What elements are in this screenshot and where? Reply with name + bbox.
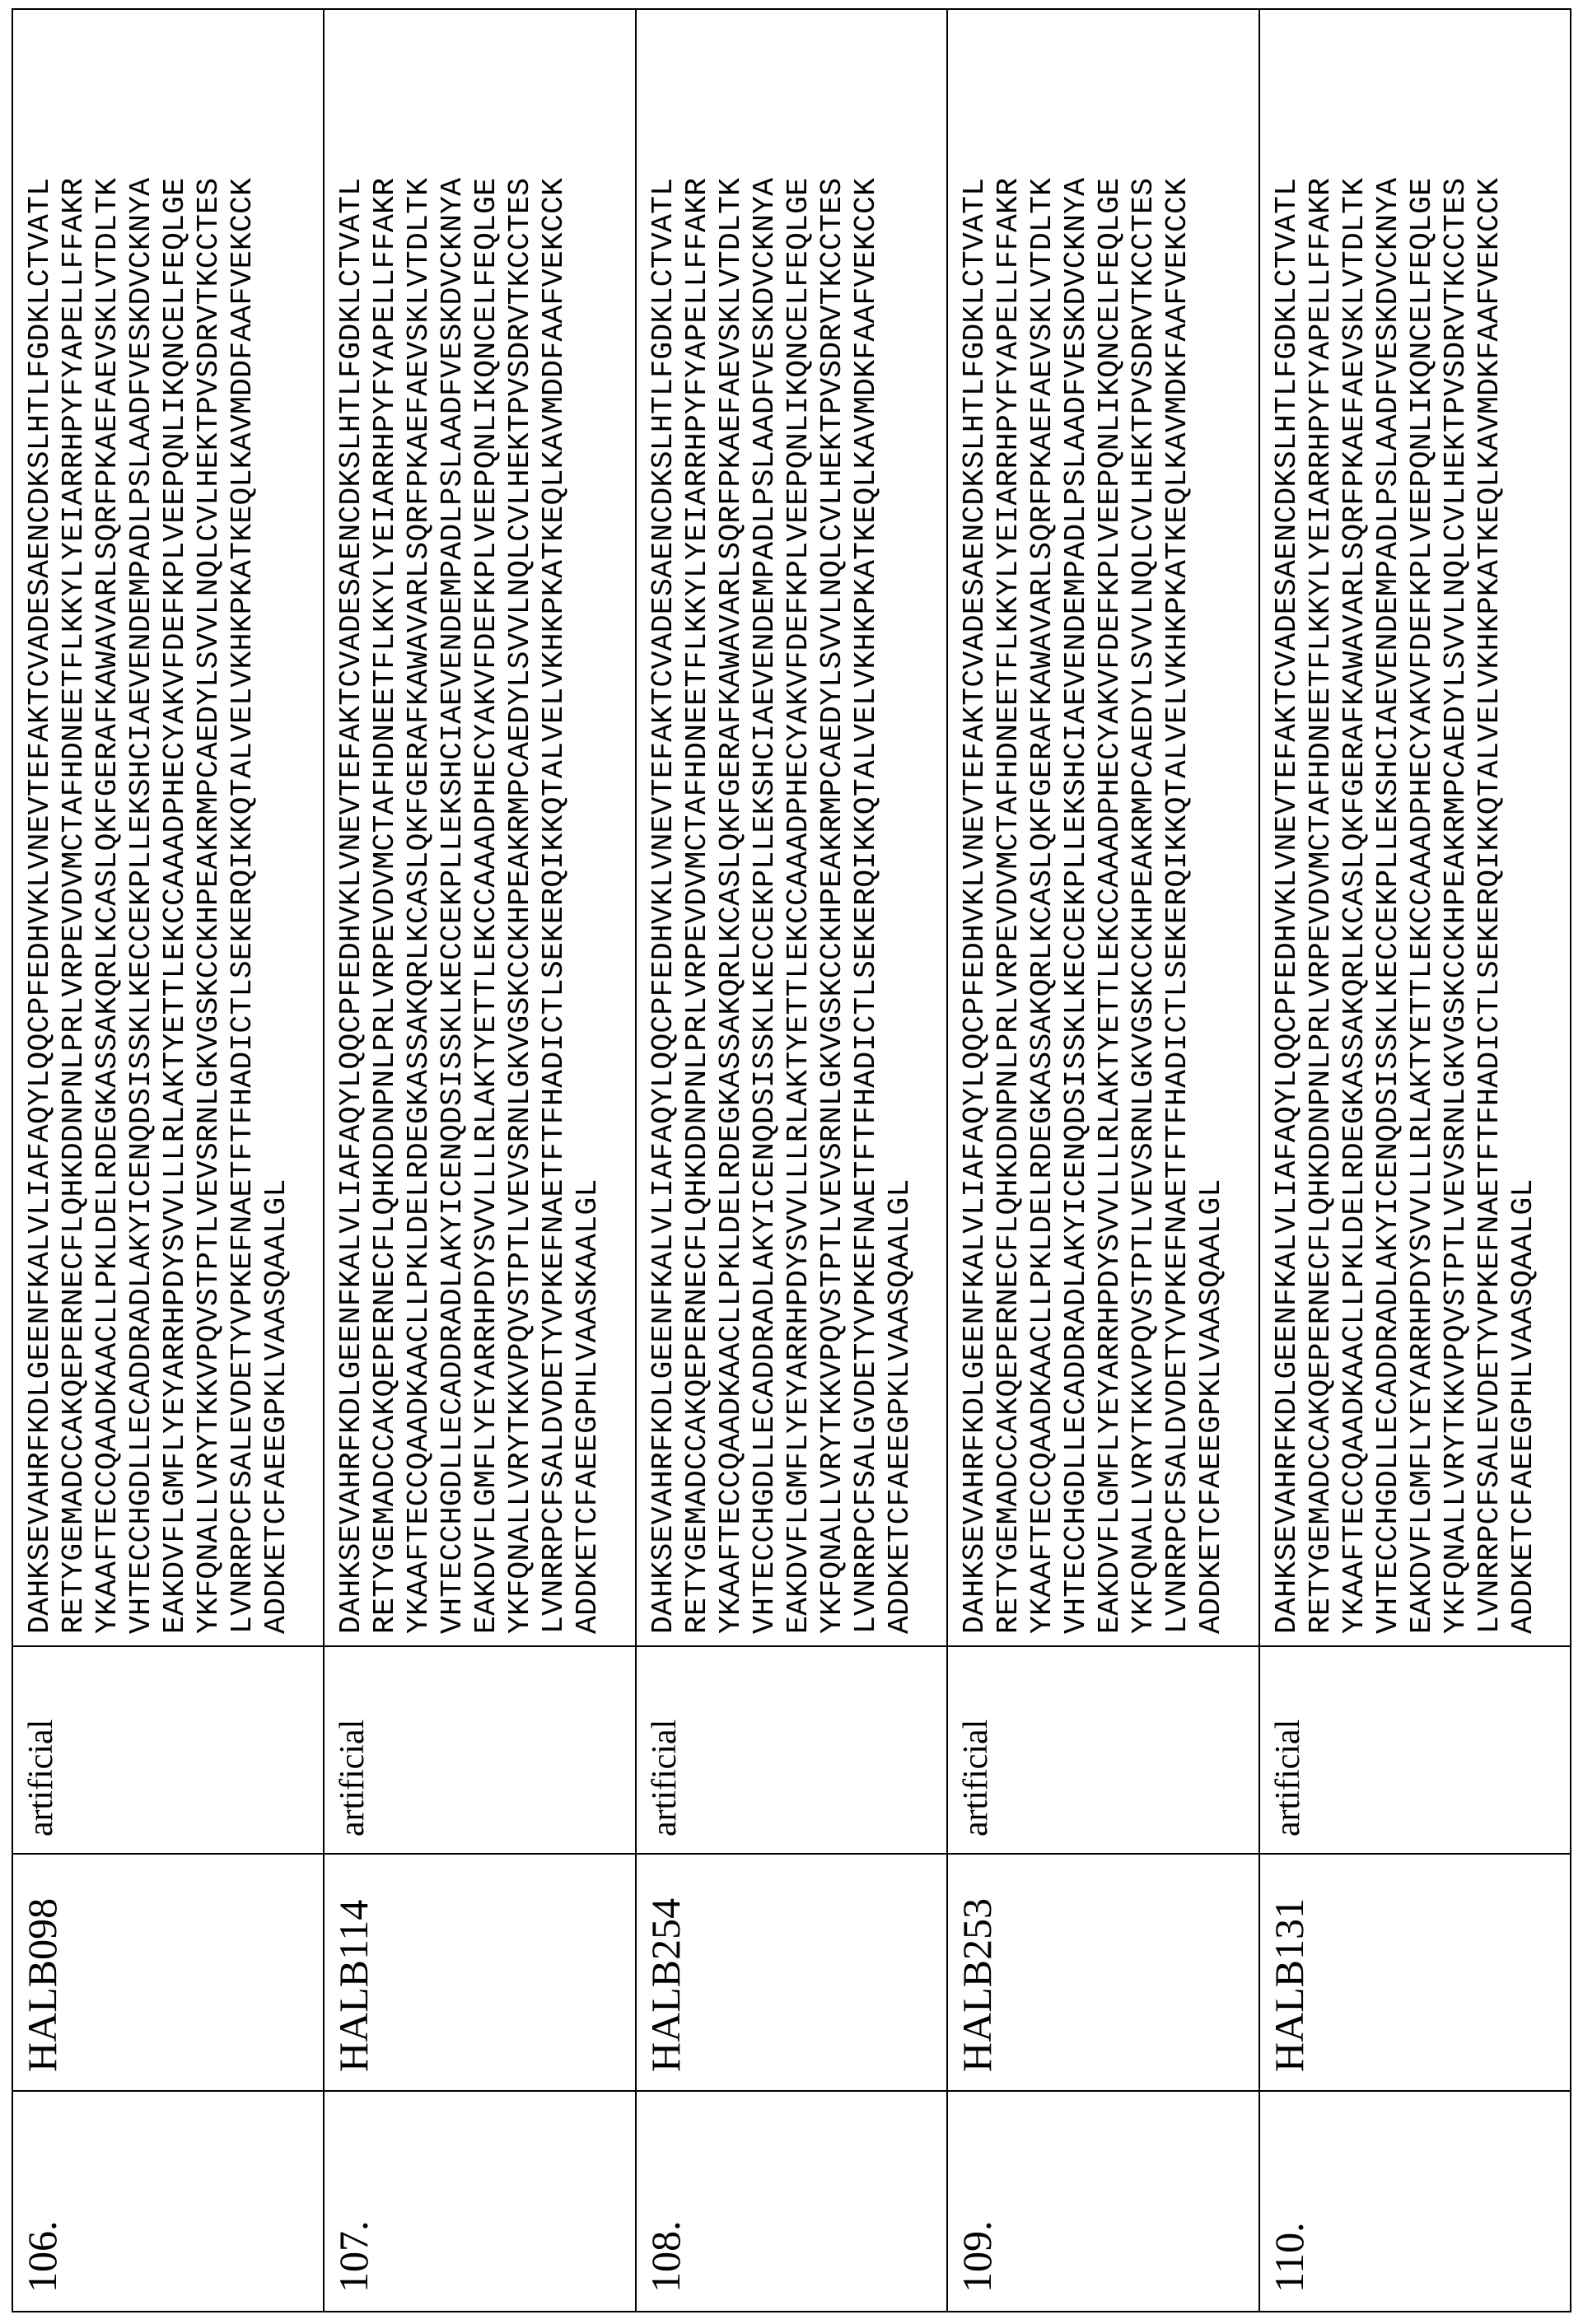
amino-acid-sequence: [948, 10, 1228, 1645]
sequence-line: RETYGEMADCCAKQEPERNECFLQHKDDNPNLPRLVRPEVDVMCTAFHDNEETFLKKYLYEIARRHPYFYAPELLFFAKR: [1304, 10, 1338, 1634]
sequence-line: VHTECCHGDLLECADDRADLAKYICENQDSISSKLKECCEKPLLEKSHCIAEVENDEMPADLPSLAADFVESKDVCKNYA: [748, 10, 782, 1634]
amino-acid-sequence-cell: [324, 9, 635, 1646]
sequence-id: HALB131: [1260, 1855, 1313, 2090]
sequence-line: DAHKSEVAHRFKDLGEENFKALVLIAFAQYLQQCPFEDHVKLVNEVTEFAKTCVADESAENCDKSLHTLFGDKLCTVATL: [334, 10, 368, 1634]
sequence-line: RETYGEMADCCAKQEPERNECFLQHKDDNPNLPRLVRPEVDVMCTAFHDNEETFLKKYLYEIARRHPYFYAPELLFFAKR: [368, 10, 402, 1634]
sequence-table: [12, 8, 1571, 2312]
rotated-table-container: [0, 0, 1583, 2324]
sequence-source-cell: [947, 1646, 1258, 1854]
sequence-id-cell: [947, 1854, 1258, 2091]
sequence-line: YKAAFTECCQAADKAACLLPKLDELRDEGKASSAKQRLKCASLQKFGERAFKAWAVARLSQRFPKAEFAEVSKLVTDLTK: [402, 10, 436, 1634]
sequence-line: YKAAFTECCQAADKAACLLPKLDELRDEGKASSAKQRLKCASLQKFGERAFKAWAVARLSQRFPKAEFAEVSKLVTDLTK: [91, 10, 124, 1634]
document-page: [0, 0, 1583, 2324]
sequence-line: RETYGEMADCCAKQEPERNECFLQHKDDNPNLPRLVRPEVDVMCTAFHDNEETFLKKYLYEIARRHPYFYAPELLFFAKR: [680, 10, 714, 1634]
sequence-line: ADDKETCFAEEGPKLVAASQAALGL: [259, 10, 293, 1634]
sequence-line: DAHKSEVAHRFKDLGEENFKALVLIAFAQYLQQCPFEDHVKLVNEVTEFAKTCVADESAENCDKSLHTLFGDKLCTVATL: [647, 10, 680, 1634]
sequence-id-cell: [636, 1854, 947, 2091]
row-number-cell: [636, 2091, 947, 2312]
amino-acid-sequence-cell: [947, 9, 1258, 1646]
row-number: 110.: [1260, 2092, 1313, 2311]
amino-acid-sequence: [637, 10, 917, 1645]
sequence-line: VHTECCHGDLLECADDRADLAKYICENQDSISSKLKECCEKPLLEKSHCIAEVENDEMPADLPSLAADFVESKDVCKNYA: [124, 10, 158, 1634]
row-number-cell: [324, 2091, 635, 2312]
sequence-id: HALB253: [948, 1855, 1001, 2090]
row-number: 106.: [13, 2092, 66, 2311]
row-number-cell: [12, 2091, 324, 2312]
sequence-source-cell: [636, 1646, 947, 1854]
sequence-line: EAKDVFLGMFLYEYARRHPDYSVVLLLRLAKTYETTLEKCCAAADPHECYAKVFDEFKPLVEEPQNLIKQNCELFEQLGE: [469, 10, 503, 1634]
sequence-id: HALB254: [637, 1855, 689, 2090]
amino-acid-sequence: [1260, 10, 1540, 1645]
sequence-line: ADDKETCFAEEGPKLVAASQAALGL: [883, 10, 917, 1634]
amino-acid-sequence-cell: [1259, 9, 1571, 1646]
sequence-id: HALB114: [325, 1855, 377, 2090]
sequence-source-cell: [1259, 1646, 1571, 1854]
sequence-line: YKFQNALLVRYTKKVPQVSTPTLVEVSRNLGKVGSKCCKHPEAKRMPCAEDYLSVVLNQLCVLHEKTPVSDRVTKCCTES: [1127, 10, 1160, 1634]
row-number: 107.: [325, 2092, 377, 2311]
amino-acid-sequence-cell: [12, 9, 324, 1646]
sequence-source: artificial: [637, 1647, 684, 1853]
table-row: [947, 9, 1258, 2312]
row-number: 109.: [948, 2092, 1001, 2311]
sequence-line: LVNRRPCFSALGVDETYVPKEFNAETFTFHADICTLSEKERQIKKQTALVELVKHKPKATKEQLKAVMDKFAAFVEKCCK: [849, 10, 883, 1634]
sequence-line: LVNRRPCFSALDVDETYVPKEFNAETFTFHADICTLSEKERQIKKQTALVELVKHKPKATKEQLKAVMDDFAAFVEKCCK: [537, 10, 571, 1634]
sequence-line: YKFQNALLVRYTKKVPQVSTPTLVEVSRNLGKVGSKCCKHPEAKRMPCAEDYLSVVLNQLCVLHEKTPVSDRVTKCCTES: [1439, 10, 1473, 1634]
amino-acid-sequence: [13, 10, 293, 1645]
sequence-id: HALB098: [13, 1855, 66, 2090]
sequence-line: DAHKSEVAHRFKDLGEENFKALVLIAFAQYLQQCPFEDHVKLVNEVTEFAKTCVADESAENCDKSLHTLFGDKLCTVATL: [958, 10, 992, 1634]
sequence-line: ADDKETCFAEEGPHLVAASQAALGL: [1506, 10, 1540, 1634]
row-number-cell: [1259, 2091, 1571, 2312]
sequence-source: artificial: [325, 1647, 372, 1853]
amino-acid-sequence: [325, 10, 605, 1645]
sequence-line: EAKDVFLGMFLYEYARRHPDYSVVLLLRLAKTYETTLEKCCAAADPHECYAKVFDEFKPLVEEPQNLIKQNCELFEQLGE: [158, 10, 192, 1634]
sequence-line: VHTECCHGDLLECADDRADLAKYICENQDSISSKLKECCEKPLLEKSHCIAEVENDEMPADLPSLAADFVESKDVCKNYA: [1059, 10, 1093, 1634]
sequence-line: RETYGEMADCCAKQEPERNECFLQHKDDNPNLPRLVRPEVDVMCTAFHDNEETFLKKYLYEIARRHPYFYAPELLFFAKR: [57, 10, 91, 1634]
sequence-line: ADDKETCFAEEGPKLVAASQAALGL: [1194, 10, 1228, 1634]
table-row: [636, 9, 947, 2312]
row-number-cell: [947, 2091, 1258, 2312]
sequence-line: LVNRRPCFSALDVDETYVPKEFNAETFTFHADICTLSEKERQIKKQTALVELVKHKPKATKEQLKAVMDKFAAFVEKCCK: [1160, 10, 1194, 1634]
sequence-id-cell: [1259, 1854, 1571, 2091]
sequence-line: LVNRRPCFSALEVDETYVPKEFNAETFTFHADICTLSEKERQIKKQTALVELVKHKPKATKEQLKAVMDKFAAFVEKCCK: [1473, 10, 1506, 1634]
amino-acid-sequence-cell: [636, 9, 947, 1646]
row-number: 108.: [637, 2092, 689, 2311]
sequence-line: EAKDVFLGMFLYEYARRHPDYSVVLLLRLAKTYETTLEKCCAAADPHECYAKVFDEFKPLVEEPQNLIKQNCELFEQLGE: [782, 10, 815, 1634]
sequence-line: DAHKSEVAHRFKDLGEENFKALVLIAFAQYLQQCPFEDHVKLVNEVTEFAKTCVADESAENCDKSLHTLFGDKLCTVATL: [23, 10, 57, 1634]
table-row: [1259, 9, 1571, 2312]
sequence-line: RETYGEMADCCAKQEPERNECFLQHKDDNPNLPRLVRPEVDVMCTAFHDNEETFLKKYLYEIARRHPYFYAPELLFFAKR: [992, 10, 1025, 1634]
sequence-source: artificial: [948, 1647, 996, 1853]
sequence-line: VHTECCHGDLLECADDRADLAKYICENQDSISSKLKECCEKPLLEKSHCIAEVENDEMPADLPSLAADFVESKDVCKNYA: [436, 10, 469, 1634]
sequence-line: YKAAFTECCQAADKAACLLPKLDELRDEGKASSAKQRLKCASLQKFGERAFKAWAVARLSQRFPKAEFAEVSKLVTDLTK: [1338, 10, 1371, 1634]
sequence-line: YKAAFTECCQAADKAACLLPKLDELRDEGKASSAKQRLKCASLQKFGERAFKAWAVARLSQRFPKAEFAEVSKLVTDLTK: [1025, 10, 1059, 1634]
sequence-line: LVNRRPCFSALEVDETYVPKEFNAETFTFHADICTLSEKERQIKKQTALVELVKHKPKATKEQLKAVMDDFAAFVEKCCK: [226, 10, 259, 1634]
sequence-line: YKFQNALLVRYTKKVPQVSTPTLVEVSRNLGKVGSKCCKHPEAKRMPCAEDYLSVVLNQLCVLHEKTPVSDRVTKCCTES: [192, 10, 226, 1634]
sequence-line: EAKDVFLGMFLYEYARRHPDYSVVLLLRLAKTYETTLEKCCAAADPHECYAKVFDEFKPLVEEPQNLIKQNCELFEQLGE: [1405, 10, 1439, 1634]
sequence-line: DAHKSEVAHRFKDLGEENFKALVLIAFAQYLQQCPFEDHVKLVNEVTEFAKTCVADESAENCDKSLHTLFGDKLCTVATL: [1270, 10, 1304, 1634]
sequence-id-cell: [324, 1854, 635, 2091]
sequence-line: YKFQNALLVRYTKKVPQVSTPTLVEVSRNLGKVGSKCCKHPEAKRMPCAEDYLSVVLNQLCVLHEKTPVSDRVTKCCTES: [503, 10, 537, 1634]
sequence-id-cell: [12, 1854, 324, 2091]
sequence-source: artificial: [1260, 1647, 1308, 1853]
sequence-line: ADDKETCFAEEGPHLVAASKAALGL: [571, 10, 605, 1634]
sequence-source-cell: [324, 1646, 635, 1854]
sequence-line: YKFQNALLVRYTKKVPQVSTPTLVEVSRNLGKVGSKCCKHPEAKRMPCAEDYLSVVLNQLCVLHEKTPVSDRVTKCCTES: [815, 10, 849, 1634]
sequence-source: artificial: [13, 1647, 61, 1853]
sequence-source-cell: [12, 1646, 324, 1854]
table-row: [12, 9, 324, 2312]
sequence-line: EAKDVFLGMFLYEYARRHPDYSVVLLLRLAKTYETTLEKCCAAADPHECYAKVFDEFKPLVEEPQNLIKQNCELFEQLGE: [1093, 10, 1127, 1634]
sequence-line: YKAAFTECCQAADKAACLLPKLDELRDEGKASSAKQRLKCASLQKFGERAFKAWAVARLSQRFPKAEFAEVSKLVTDLTK: [714, 10, 748, 1634]
table-row: [324, 9, 635, 2312]
sequence-line: VHTECCHGDLLECADDRADLAKYICENQDSISSKLKECCEKPLLEKSHCIAEVENDEMPADLPSLAADFVESKDVCKNYA: [1371, 10, 1405, 1634]
